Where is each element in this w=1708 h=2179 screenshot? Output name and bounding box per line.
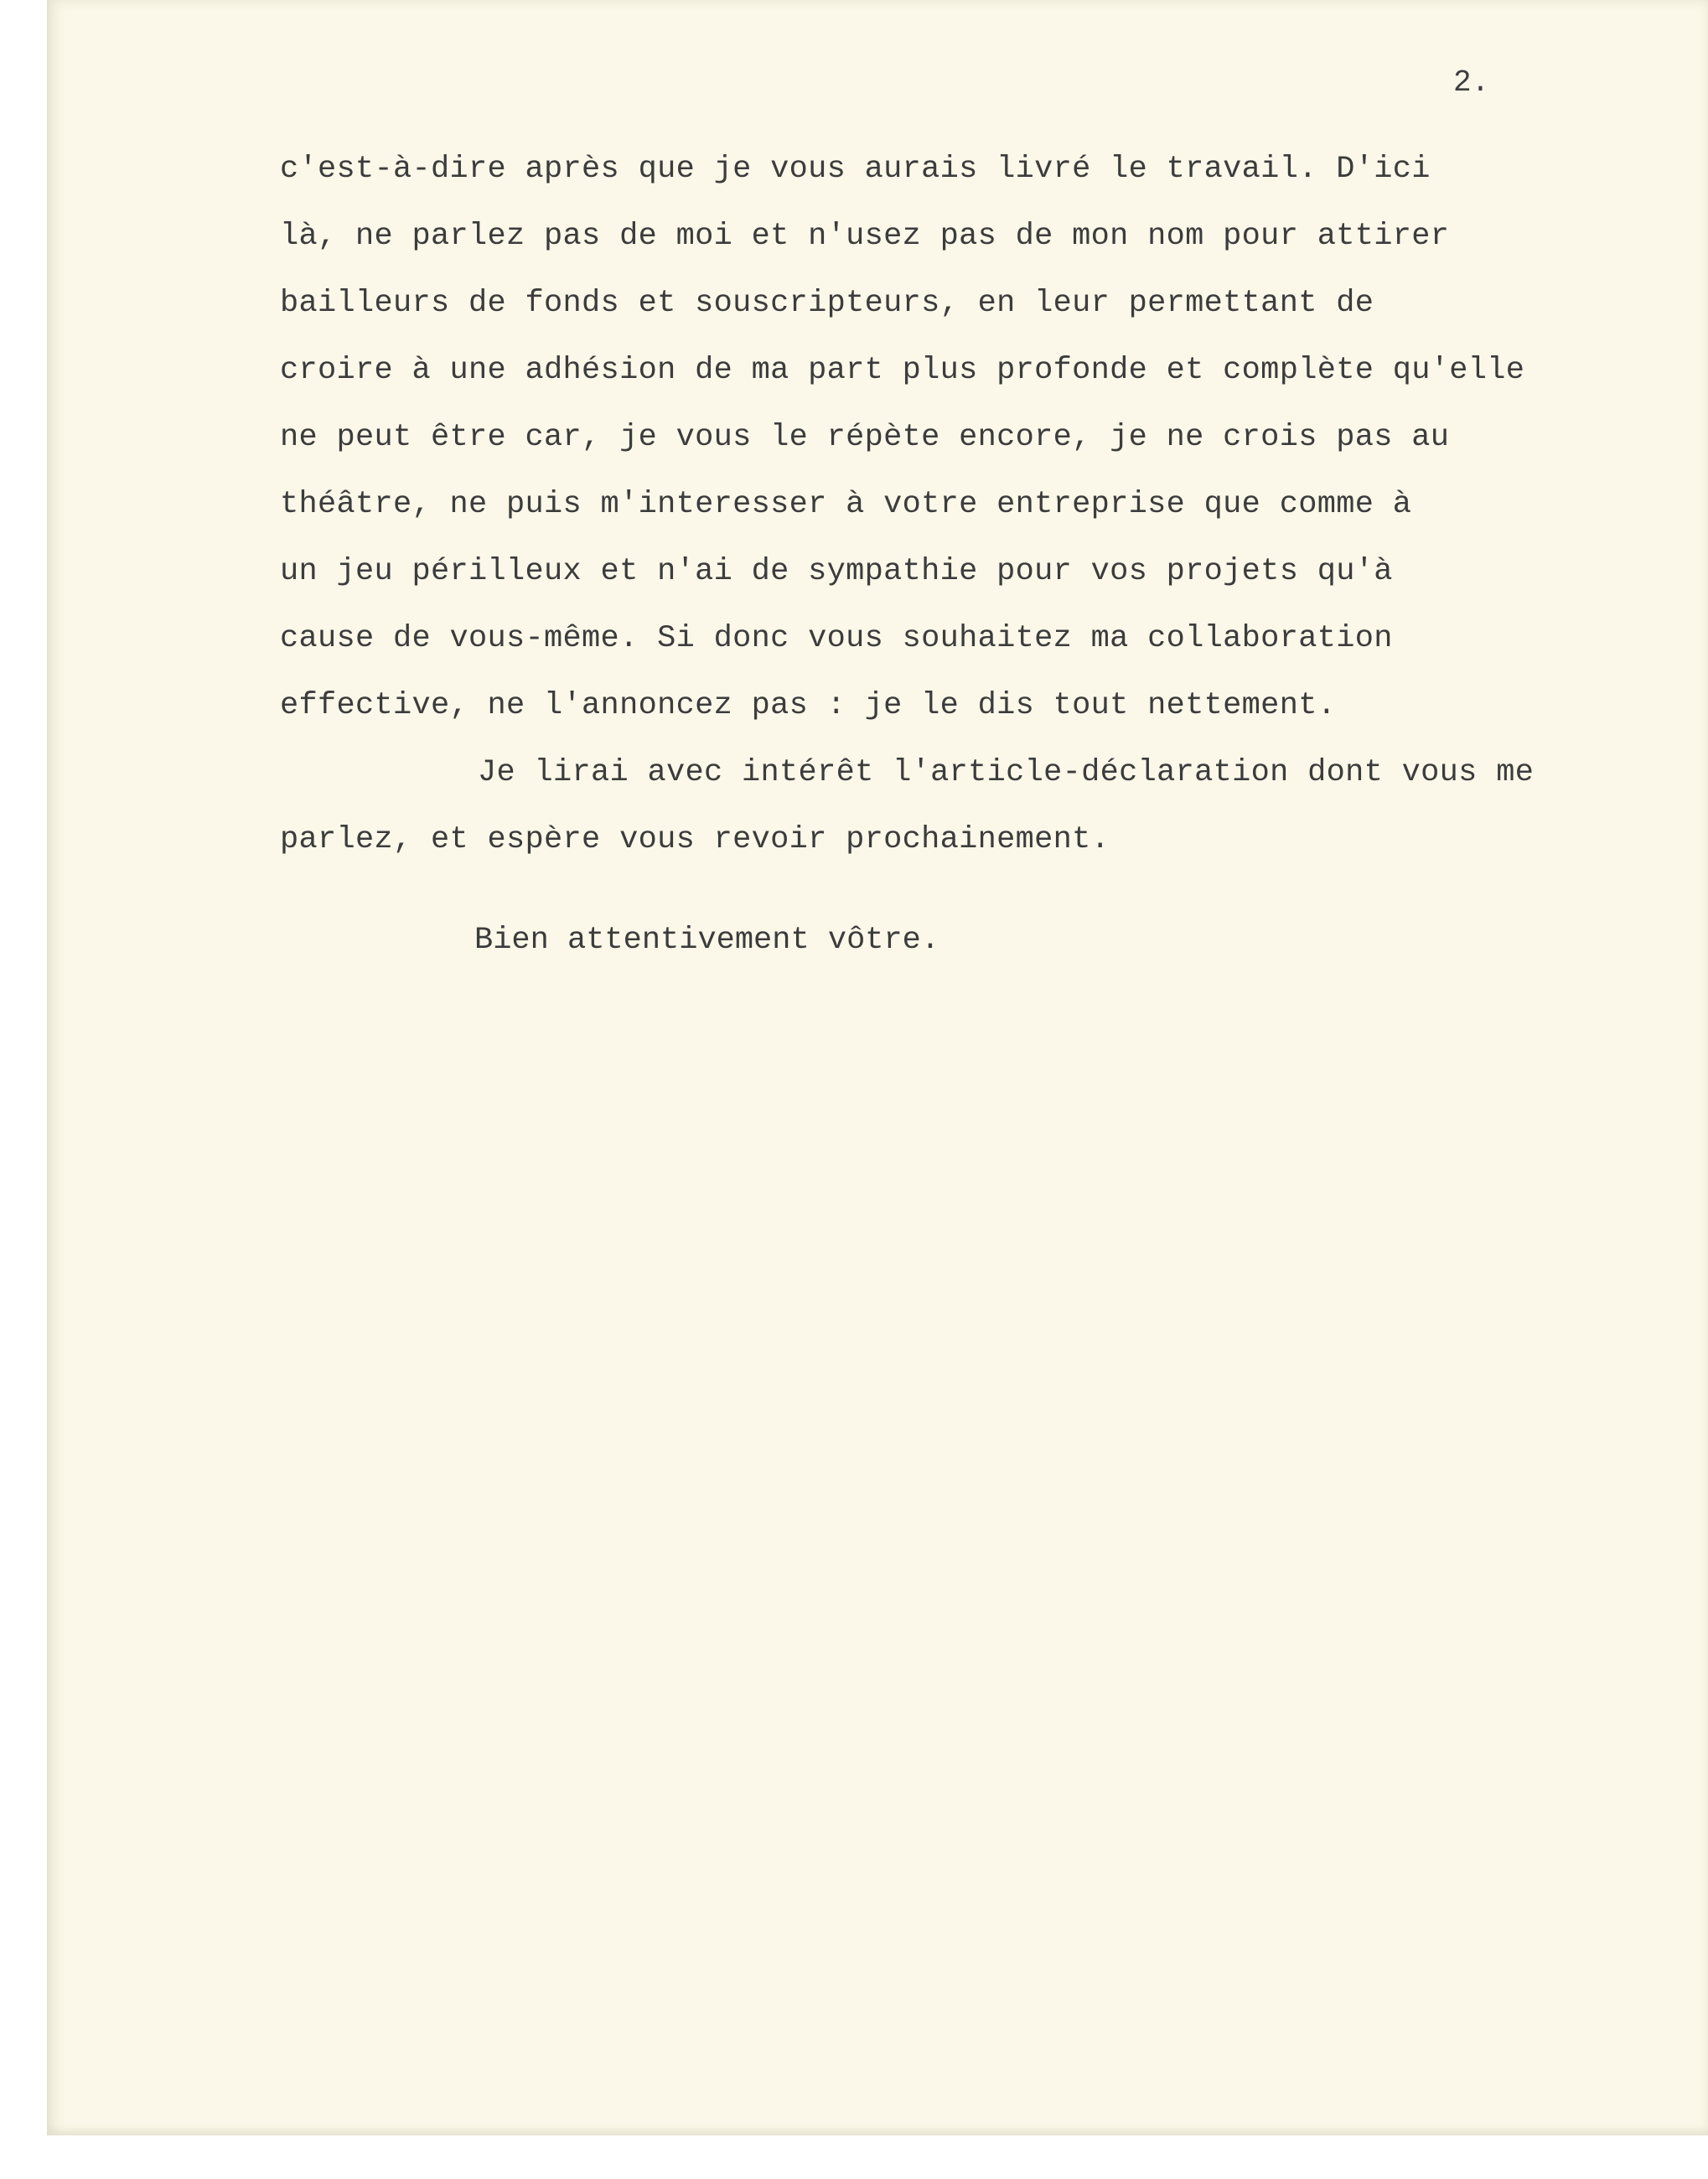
letter-body: [280, 136, 1671, 873]
text-line: ne peut être car, je vous le répète encore, je ne crois pas au: [280, 420, 1450, 455]
text-line: croire à une adhésion de ma part plus profonde et complète qu'elle: [280, 353, 1525, 388]
text-line: théâtre, ne puis m'interesser à votre entreprise que comme à: [280, 487, 1412, 522]
page-number: 2.: [1453, 65, 1490, 100]
text-line: Je lirai avec intérêt l'article-déclaration dont vous me: [478, 755, 1535, 790]
text-line: un jeu périlleux et n'ai de sympathie pour vos projets qu'à: [280, 554, 1393, 589]
text-line: parlez, et espère vous revoir prochainement.: [280, 822, 1110, 857]
text-line: effective, ne l'annoncez pas : je le dis tout nettement.: [280, 688, 1337, 723]
text-line: bailleurs de fonds et souscripteurs, en leur permettant de: [280, 286, 1374, 321]
text-line: là, ne parlez pas de moi et n'usez pas de mon nom pour attirer: [280, 219, 1450, 254]
text-line: cause de vous-même. Si donc vous souhaitez ma collaboration: [280, 621, 1393, 656]
text-line: c'est-à-dire après que je vous aurais livré le travail. D'ici: [280, 152, 1431, 187]
closing-salutation: Bien attentivement vôtre.: [474, 923, 940, 958]
